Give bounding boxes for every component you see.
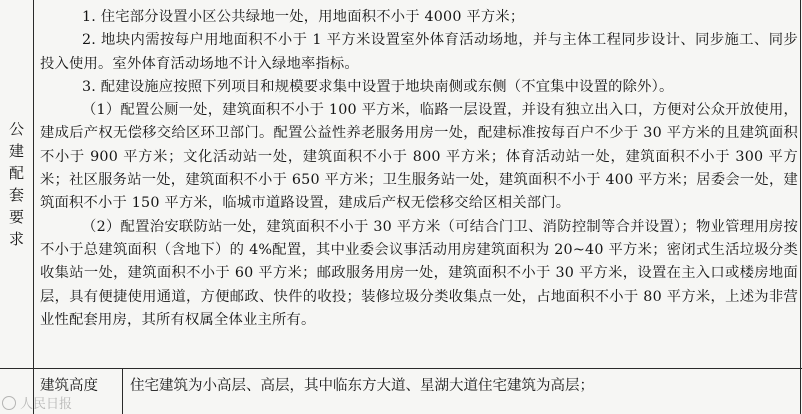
requirement-paragraph: 1. 住宅部分设置小区公共绿地一处，用地面积不小于 4000 平方米； bbox=[82, 9, 525, 25]
height-row-divider bbox=[122, 368, 123, 414]
requirement-paragraph: 2. 地块内需按每户用地面积不小于 1 平方米设置室外体育活动场地，并与主体工程同步设计、同步施工、同步投入使用。室外体育活动场地不计入绿地率指标。 bbox=[40, 32, 798, 72]
watermark-logo-icon bbox=[2, 396, 16, 410]
height-row-text: 住宅建筑为小高层、高层，其中临东方大道、星湖大道住宅建筑为高层； bbox=[130, 378, 594, 394]
height-row-label: 建筑高度 bbox=[40, 378, 98, 394]
label-char: 公 bbox=[8, 120, 24, 138]
requirement-paragraph: （1）配置公厕一处，建筑面积不小于 100 平方米，临路一层设置，并设有独立出入口，方便对公众开放使用，建成后产权无偿移交给区环卫部门。配置公益性养老服务用房一处，配建标准按每百户不少于 30 平方米的且建筑面积不小于 900 平方米；文化活动站一处，建筑面积不小于 800 平方米；体育活动站一处，建筑面积不小于 300 平方米；社区服务站一处，建筑面积不小于 650 平方米；卫生服务站一处，建筑面积不小于 400 平方米；居委会一处，建筑面积不小于 150 平方米，临城市道路设置，建成后产权无偿移交给区相关部门。 bbox=[40, 102, 798, 212]
requirements-category-label bbox=[0, 118, 33, 250]
label-char: 要 bbox=[8, 208, 24, 226]
label-char: 配 bbox=[8, 164, 24, 182]
watermark-text: 人民日报 bbox=[20, 397, 73, 412]
label-char: 套 bbox=[8, 186, 24, 204]
label-char: 求 bbox=[8, 230, 24, 248]
table-row-divider bbox=[0, 368, 802, 369]
table-border-right bbox=[800, 0, 801, 414]
label-char: 建 bbox=[8, 142, 24, 160]
table-border-left-col bbox=[33, 0, 34, 414]
requirement-paragraph: （2）配置治安联防站一处，建筑面积不小于 30 平方米（可结合门卫、消防控制等合并设置）；物业管理用房按不小于总建筑面积（含地下）的 4%配置，其中业委会议事活动用房建筑面积为 20~40 平方米；密闭式生活垃圾分类收集站一处，建筑面积不小于 60 平方米；邮政服务用房一处，建筑面积不小于 30 平方米，设置在主入口或楼房地面层，具有便捷使用通道，方便邮政、快件的收投；装修垃圾分类收集点一处，占地面积不小于 80 平方米，上述为非营业性配套用房，其所有权属全体业主所有。 bbox=[40, 218, 798, 328]
watermark bbox=[2, 393, 72, 412]
requirement-paragraph: 3. 配建设施应按照下列项目和规模要求集中设置于地块南侧或东侧（不宜集中设置的除外）。 bbox=[82, 78, 674, 95]
requirements-content bbox=[40, 6, 798, 332]
